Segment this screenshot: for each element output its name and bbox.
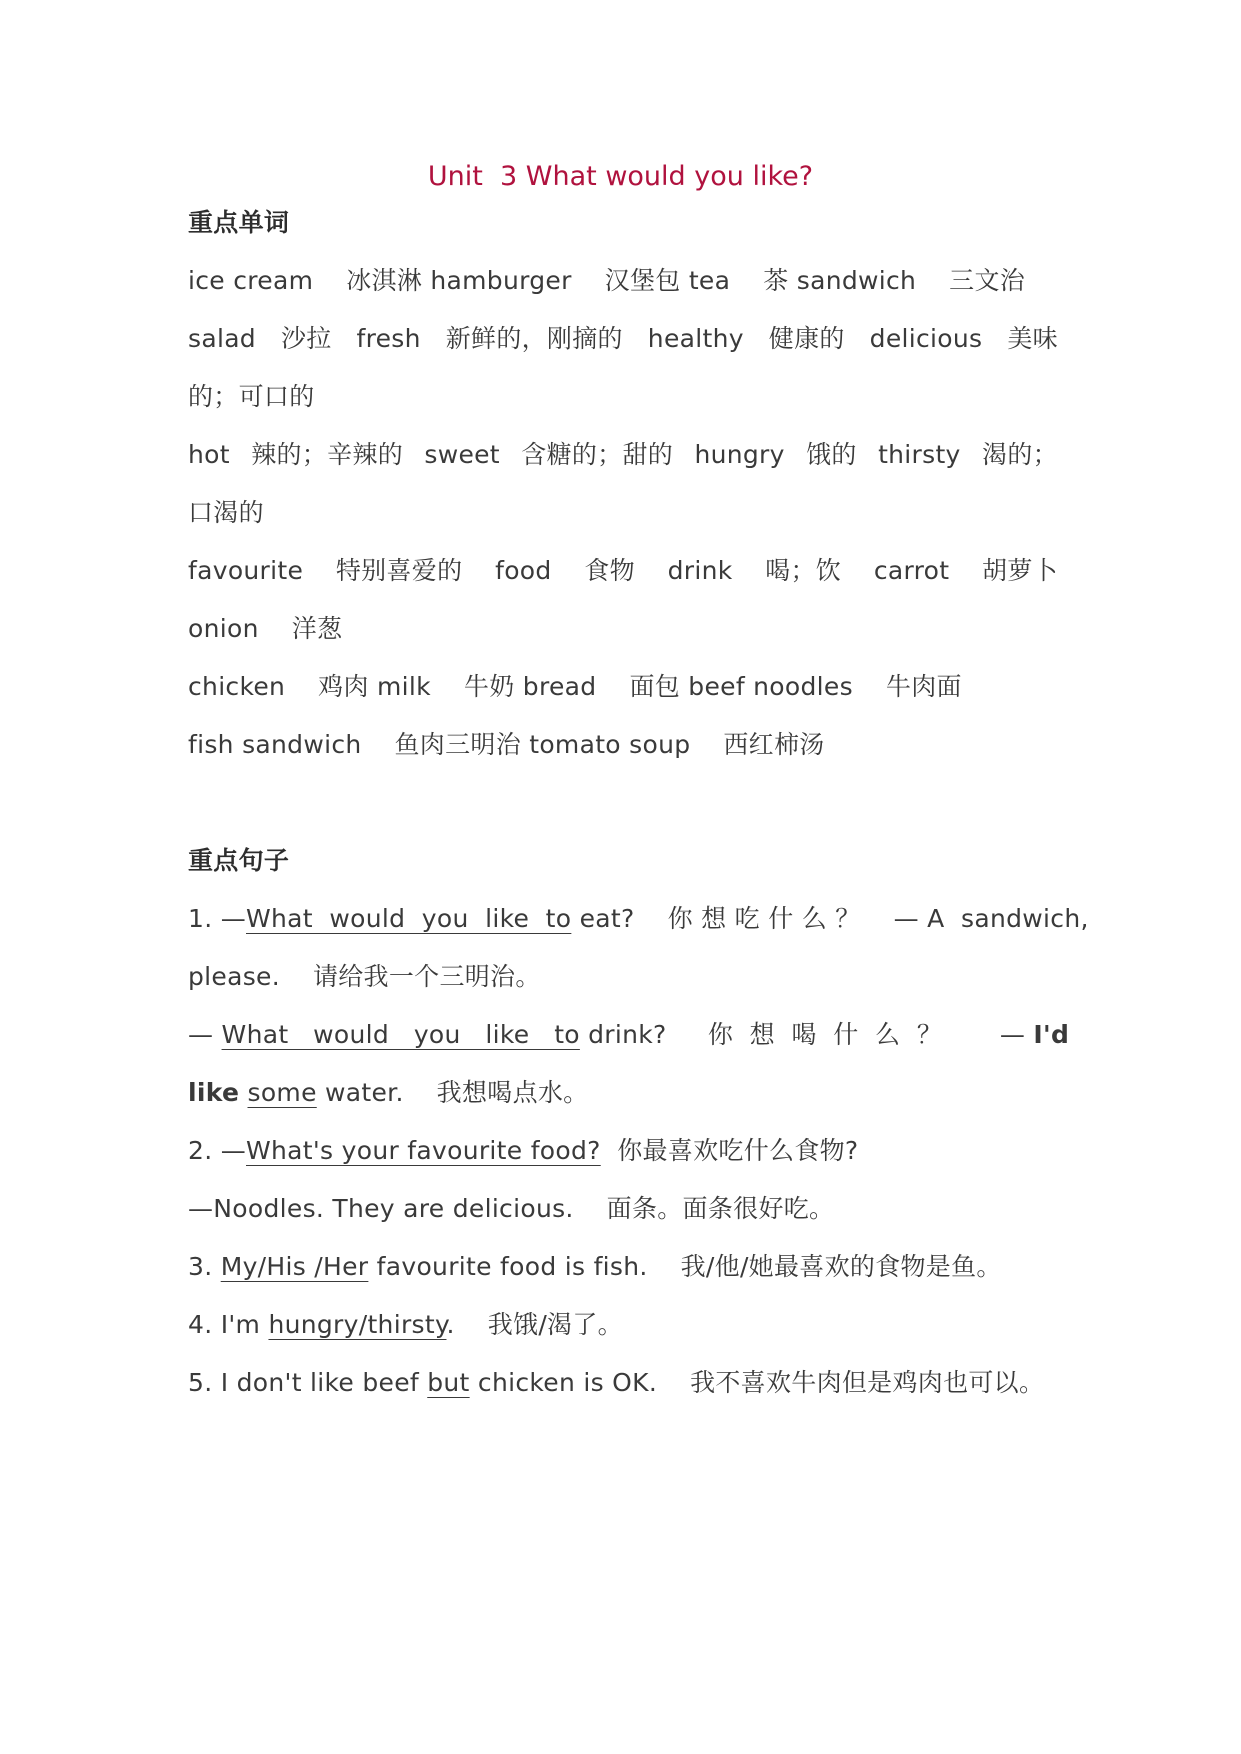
bold-word: I'd [1033,1020,1070,1049]
underlined-word: some [247,1078,317,1107]
vocab-meaning: 新鲜的，刚摘的 [445,324,623,353]
vocab-line-1: ice cream 冰淇淋 hamburger 汉堡包 tea 茶 sandwich 三文治 [188,266,1026,295]
vocab-line-5: 口渴的 [188,498,264,527]
vocab-word: sweet [424,440,500,469]
vocab-word: favourite [188,556,304,585]
vocab-line-2 [188,322,1058,356]
vocab-meaning: 美味 [1007,324,1058,353]
vocab-word: delicious [869,324,983,353]
sentence-2 [188,1134,1058,1168]
underlined-phrase: What would you like to [246,904,572,933]
vocab-line-6 [188,554,1058,588]
sentences-heading: 重点句子 [188,846,290,875]
sentence-prefix: 3. [188,1252,221,1281]
underlined-phrase: hungry/thirsty [268,1310,447,1339]
vocab-line-8: chicken 鸡肉 milk 牛奶 bread 面包 beef noodles 牛肉面 [188,672,962,701]
vocab-word: food [495,556,552,585]
vocab-meaning: 健康的 [768,324,845,353]
sentence-rest: . 我饿/渴了。 [446,1310,623,1339]
sentence-5 [188,1366,1058,1400]
sentence-prefix: 1. — [188,904,246,933]
vocab-meaning: 含糖的；甜的 [521,440,674,469]
sentence-rest: 你最喜欢吃什么食物? [600,1136,859,1165]
vocab-heading: 重点单词 [188,208,290,237]
vocab-meaning: 食物 [584,556,635,585]
sentence-prefix: 2. — [188,1136,246,1165]
vocab-meaning: 饿的 [806,440,857,469]
vocab-meaning: 胡萝卜 [982,556,1058,585]
vocab-word: healthy [647,324,744,353]
sentence-prefix: 5. I don't like beef [188,1368,428,1397]
vocab-meaning: 渴的； [982,440,1058,469]
sentence-prefix: 4. I'm [188,1310,269,1339]
underlined-word: but [427,1368,470,1397]
vocab-meaning: 沙拉 [280,324,332,353]
vocab-meaning: 辣的；辛辣的 [251,440,404,469]
vocab-word: hungry [694,440,785,469]
sentence-3 [188,1250,1058,1284]
vocab-word: fresh [356,324,421,353]
sentence-4 [188,1308,1058,1342]
sentence-rest: drink? 你 想 喝 什 么 ？ — [579,1020,1034,1049]
sentence-1-continued: please. 请给我一个三明治。 [188,962,541,991]
vocab-word: thirsty [878,440,961,469]
vocab-line-4 [188,438,1058,472]
vocab-meaning: 喝；饮 [765,556,842,585]
sentence-rest: eat? 你 想 吃 什 么 ？ — A sandwich, [571,904,1089,933]
underlined-phrase: My/His /Her [220,1252,369,1281]
vocab-line-9: fish sandwich 鱼肉三明治 tomato soup 西红柿汤 [188,730,825,759]
bold-word: like [188,1078,240,1107]
sentence-prefix: — [188,1020,222,1049]
sentence-rest: water. 我想喝点水。 [316,1078,589,1107]
sentence-2-continued: —Noodles. They are delicious. 面条。面条很好吃。 [188,1194,835,1223]
vocab-line-7: onion 洋葱 [188,614,343,643]
vocab-word: carrot [873,556,950,585]
spacer-text [239,1078,247,1107]
underlined-phrase: What's your favourite food? [246,1136,601,1165]
underlined-phrase: What would you like to [221,1020,580,1049]
vocab-word: salad [188,324,256,353]
sentence-1 [188,902,1089,936]
vocab-line-3: 的；可口的 [188,382,315,411]
vocab-word: hot [188,440,230,469]
page-title: Unit 3 What would you like? [427,161,814,192]
vocab-meaning: 特别喜爱的 [335,556,463,585]
sentence-1b-continued [188,1076,1058,1110]
sentence-rest: favourite food is fish. 我/他/她最喜欢的食物是鱼。 [368,1252,1002,1281]
vocab-word: drink [667,556,733,585]
sentence-1b [188,1018,1070,1052]
sentence-rest: chicken is OK. 我不喜欢牛肉但是鸡肉也可以。 [469,1368,1045,1397]
